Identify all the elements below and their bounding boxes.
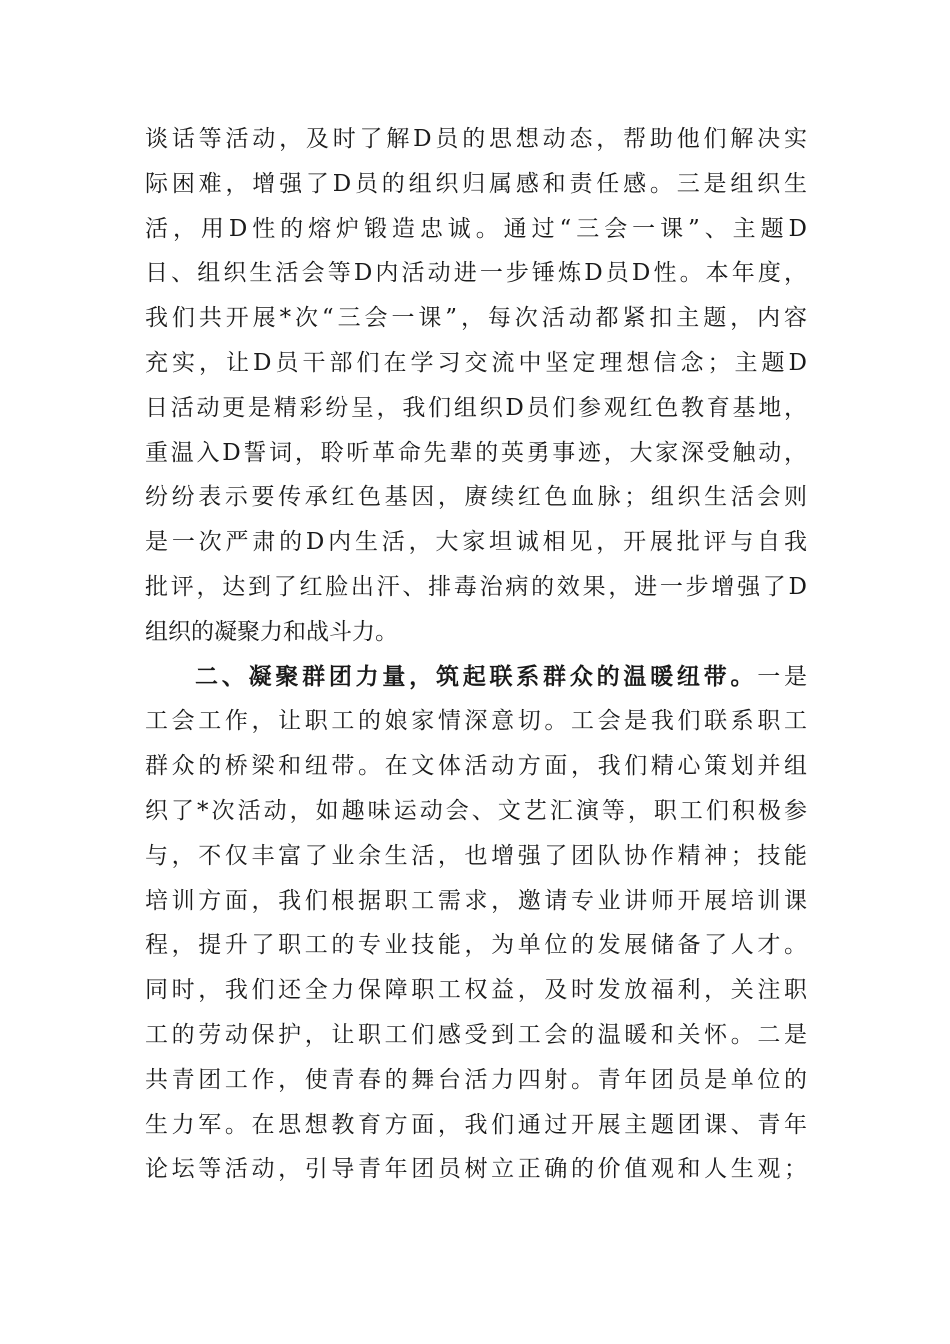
text-line: 程，提升了职工的专业技能，为单位的发展储备了人才。 [145,932,807,959]
text-line: 培训方面，我们根据职工需求，邀请专业讲师开展培训课 [145,887,807,914]
text-line: 工会工作，让职工的娘家情深意切。工会是我们联系职工 [145,708,807,735]
text-line: 际困难，增强了D员的组织归属感和责任感。三是组织生 [145,170,807,197]
paragraph-party-building [145,117,807,655]
text-line: 织了*次活动，如趣味运动会、文艺汇演等，职工们积极参 [145,797,807,824]
section-heading-line [145,655,807,700]
document-page [145,117,807,1192]
text-line: 生力军。在思想教育方面，我们通过开展主题团课、青年 [145,1111,807,1138]
text-line: 谈话等活动，及时了解D员的思想动态，帮助他们解决实 [145,126,807,152]
text-line: 共青团工作，使青春的舞台活力四射。青年团员是单位的 [145,1066,807,1093]
text-line: 组织的凝聚力和战斗力。 [145,618,398,645]
text-line: 重温入D誓词，聆听革命先辈的英勇事迹，大家深受触动， [145,439,807,466]
heading-tail-text: 一是 [757,663,808,690]
section-heading: 二、凝聚群团力量，筑起联系群众的温暖纽带。 [195,663,758,690]
text-line: 群众的桥梁和纽带。在文体活动方面，我们精心策划并组 [145,753,807,780]
text-line: 与，不仅丰富了业余生活，也增强了团队协作精神；技能 [145,842,807,869]
text-line: 论坛等活动，引导青年团员树立正确的价值观和人生观； [145,1156,807,1183]
paragraph-mass-organizations [145,655,807,1193]
text-line: 批评，达到了红脸出汗、排毒治病的效果，进一步增强了D [145,573,807,600]
text-line: 充实，让D员干部们在学习交流中坚定理想信念；主题D [145,349,807,376]
text-line: 纷纷表示要传承红色基因，赓续红色血脉；组织生活会则 [145,484,807,511]
text-line: 同时，我们还全力保障职工权益，及时发放福利，关注职 [145,977,807,1004]
text-line: 是一次严肃的D内生活，大家坦诚相见，开展批评与自我 [145,529,807,556]
text-line: 日活动更是精彩纷呈，我们组织D员们参观红色教育基地， [145,394,807,421]
text-line: 日、组织生活会等D内活动进一步锤炼D员D性。本年度， [145,260,807,287]
text-line: 活，用D性的熔炉锻造忠诚。通过“三会一课”、主题D [145,215,807,242]
text-line: 我们共开展*次“三会一课”，每次活动都紧扣主题，内容 [145,305,807,332]
text-line: 工的劳动保护，让职工们感受到工会的温暖和关怀。二是 [145,1021,807,1048]
